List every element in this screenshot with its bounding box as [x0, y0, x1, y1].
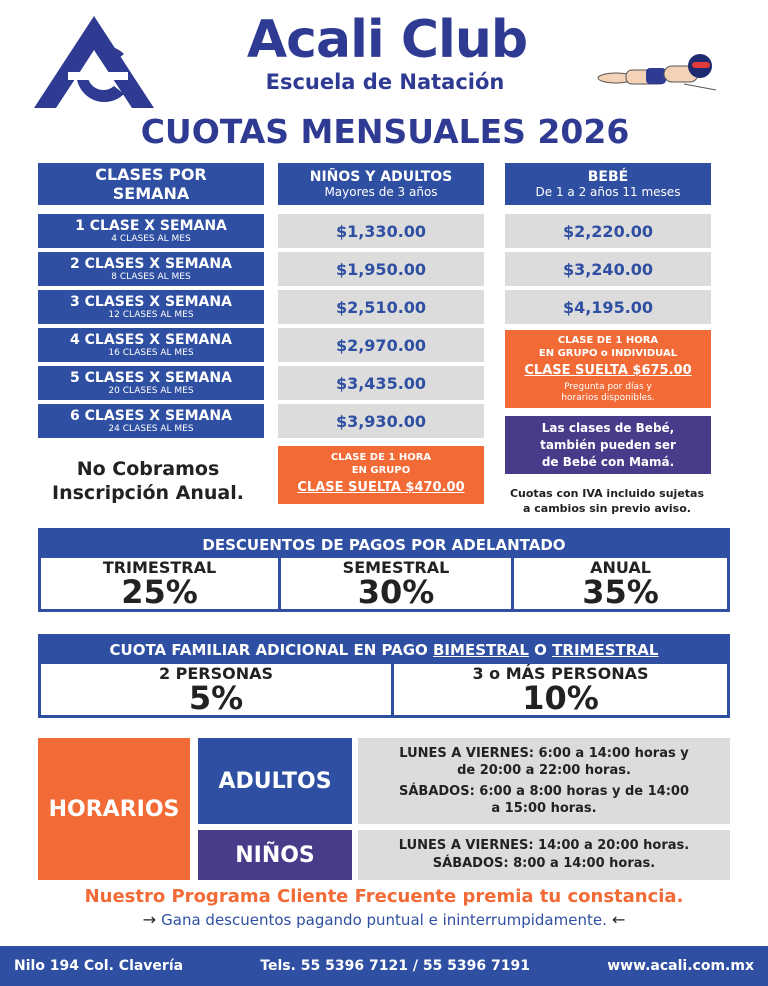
kids-hours-l2: SÁBADOS: 8:00 a 14:00 horas.	[432, 856, 656, 871]
group-single-line1: CLASE DE 1 HORA	[330, 452, 432, 463]
footer-phones: Tels. 55 5396 7121 / 55 5396 7191	[260, 958, 530, 974]
adults-hours-l1: LUNES A VIERNES: 6:00 a 14:00 horas y	[399, 746, 689, 761]
row-sub-text: 4 CLASES AL MES	[111, 233, 191, 244]
family-title-c: O	[528, 641, 553, 659]
kids-label-text: NIÑOS	[235, 842, 315, 868]
baby-mom-line2: también pueden ser	[540, 437, 676, 452]
row-sub-text: 8 CLASES AL MES	[111, 271, 191, 282]
family-item	[41, 664, 394, 715]
column-header-classes-label: CLASES POR SEMANA	[95, 165, 207, 203]
baby-single-note1: Pregunta por días y	[564, 382, 652, 392]
price-cell: $3,930.00	[278, 404, 484, 438]
kids-hours-l1: LUNES A VIERNES: 14:00 a 20:00 horas.	[398, 838, 690, 853]
schedule-adults-hours	[358, 738, 730, 824]
page-title: CUOTAS MENSUALES 2026	[140, 112, 630, 151]
footer-website[interactable]: www.acali.com.mx	[607, 958, 754, 974]
discounts-title	[41, 531, 727, 558]
brand-title: Acali Club	[246, 10, 528, 70]
baby-with-mom-box	[505, 416, 711, 474]
baby-mom-line3: de Bebé con Mamá.	[541, 454, 675, 469]
swimmer-illustration	[596, 48, 722, 98]
no-fee-line1: No Cobramos	[76, 458, 220, 480]
discount-value: 30%	[357, 572, 435, 611]
column-header-baby	[505, 163, 711, 205]
group-single-price: CLASE SUELTA $470.00	[297, 480, 465, 495]
schedule-kids-label	[198, 830, 352, 880]
price-cell: $1,330.00	[278, 214, 484, 248]
row-label-text: 6 CLASES X SEMANA	[70, 407, 232, 424]
baby-title: BEBÉ	[587, 168, 629, 185]
discount-value: 25%	[121, 572, 198, 611]
family-value: 10%	[522, 678, 599, 717]
baby-price-cell: $3,240.00	[505, 252, 711, 286]
arrow-left-icon: ←	[611, 910, 626, 929]
adults-label-text: ADULTOS	[218, 768, 332, 794]
family-label: 3 o MÁS PERSONAS	[472, 663, 649, 683]
column-header-classes	[38, 163, 264, 205]
schedule-adults-label	[198, 738, 352, 824]
row-label	[38, 252, 264, 286]
baby-price-cell: $2,220.00	[505, 214, 711, 248]
family-item	[394, 664, 727, 715]
baby-single-class-box	[505, 330, 711, 408]
discount-item	[514, 558, 727, 609]
row-label	[38, 290, 264, 324]
loyalty-sub-text: Gana descuentos pagando puntual e ininterrumpidamente.	[161, 911, 607, 929]
discount-value: 35%	[582, 572, 659, 611]
family-title-d: TRIMESTRAL	[552, 641, 659, 659]
loyalty-program-headline: Nuestro Programa Cliente Frecuente premia tu constancia.	[84, 886, 684, 907]
group-single-line2: EN GRUPO	[351, 465, 411, 476]
family-discount-section	[38, 634, 730, 718]
brand-subtitle: Escuela de Natación	[265, 70, 505, 94]
row-sub-text: 12 CLASES AL MES	[108, 309, 194, 320]
family-title	[41, 637, 727, 664]
kids-adults-title: NIÑOS Y ADULTOS	[309, 168, 453, 185]
row-label-text: 1 CLASE X SEMANA	[75, 217, 227, 234]
schedule-kids-hours	[358, 830, 730, 880]
tax-note-line1: Cuotas con IVA incluido sujetas	[509, 487, 705, 500]
discounts-title-text: DESCUENTOS DE PAGOS POR ADELANTADO	[202, 535, 566, 554]
schedule-title	[38, 738, 190, 880]
column-header-kids-adults	[278, 163, 484, 205]
family-title-a: CUOTA FAMILIAR ADICIONAL EN PAGO	[109, 641, 433, 659]
row-label	[38, 328, 264, 362]
price-cell: $3,435.00	[278, 366, 484, 400]
footer	[0, 946, 768, 986]
row-sub-text: 24 CLASES AL MES	[108, 423, 194, 434]
schedule-title-text: HORARIOS	[48, 796, 180, 822]
tax-note-line2: a cambios sin previo aviso.	[523, 502, 691, 515]
row-label-text: 5 CLASES X SEMANA	[70, 369, 232, 386]
baby-price-cell: $4,195.00	[505, 290, 711, 324]
price-cell: $2,510.00	[278, 290, 484, 324]
discount-label: ANUAL	[590, 557, 651, 577]
row-label-text: 3 CLASES X SEMANA	[70, 293, 232, 310]
family-label: 2 PERSONAS	[158, 663, 274, 683]
discount-item	[281, 558, 514, 609]
discount-label: SEMESTRAL	[342, 557, 450, 577]
row-label	[38, 404, 264, 438]
baby-single-note2: horarios disponibles.	[561, 393, 655, 403]
discount-item	[41, 558, 281, 609]
baby-subtitle: De 1 a 2 años 11 meses	[535, 184, 681, 199]
kids-adults-subtitle: Mayores de 3 años	[324, 184, 438, 199]
baby-single-line1: CLASE DE 1 HORA	[557, 335, 659, 346]
discount-label: TRIMESTRAL	[102, 557, 217, 577]
no-enrollment-fee	[30, 454, 266, 508]
row-label	[38, 214, 264, 248]
footer-address: Nilo 194 Col. Clavería	[14, 958, 184, 974]
adults-hours-l4: a 15:00 horas.	[491, 801, 597, 816]
row-label-text: 2 CLASES X SEMANA	[70, 255, 232, 272]
tax-note	[494, 484, 720, 518]
row-label	[38, 366, 264, 400]
adults-hours-l2: de 20:00 a 22:00 horas.	[457, 763, 631, 778]
family-value: 5%	[188, 678, 244, 717]
baby-single-line2: EN GRUPO o INDIVIDUAL	[538, 348, 678, 359]
baby-mom-line1: Las clases de Bebé,	[541, 420, 675, 435]
arrow-right-icon: →	[142, 910, 157, 929]
discounts-section	[38, 528, 730, 612]
group-single-class-box	[278, 446, 484, 504]
no-fee-line2: Inscripción Anual.	[52, 482, 244, 504]
row-label-text: 4 CLASES X SEMANA	[70, 331, 232, 348]
price-cell: $1,950.00	[278, 252, 484, 286]
family-title-b: BIMESTRAL	[433, 641, 529, 659]
loyalty-program-sub	[0, 910, 768, 929]
acali-logo	[28, 14, 160, 110]
baby-single-price: CLASE SUELTA $675.00	[524, 363, 692, 378]
price-cell: $2,970.00	[278, 328, 484, 362]
row-sub-text: 16 CLASES AL MES	[108, 347, 194, 358]
row-sub-text: 20 CLASES AL MES	[108, 385, 194, 396]
adults-hours-l3: SÁBADOS: 6:00 a 8:00 horas y de 14:00	[398, 784, 689, 799]
